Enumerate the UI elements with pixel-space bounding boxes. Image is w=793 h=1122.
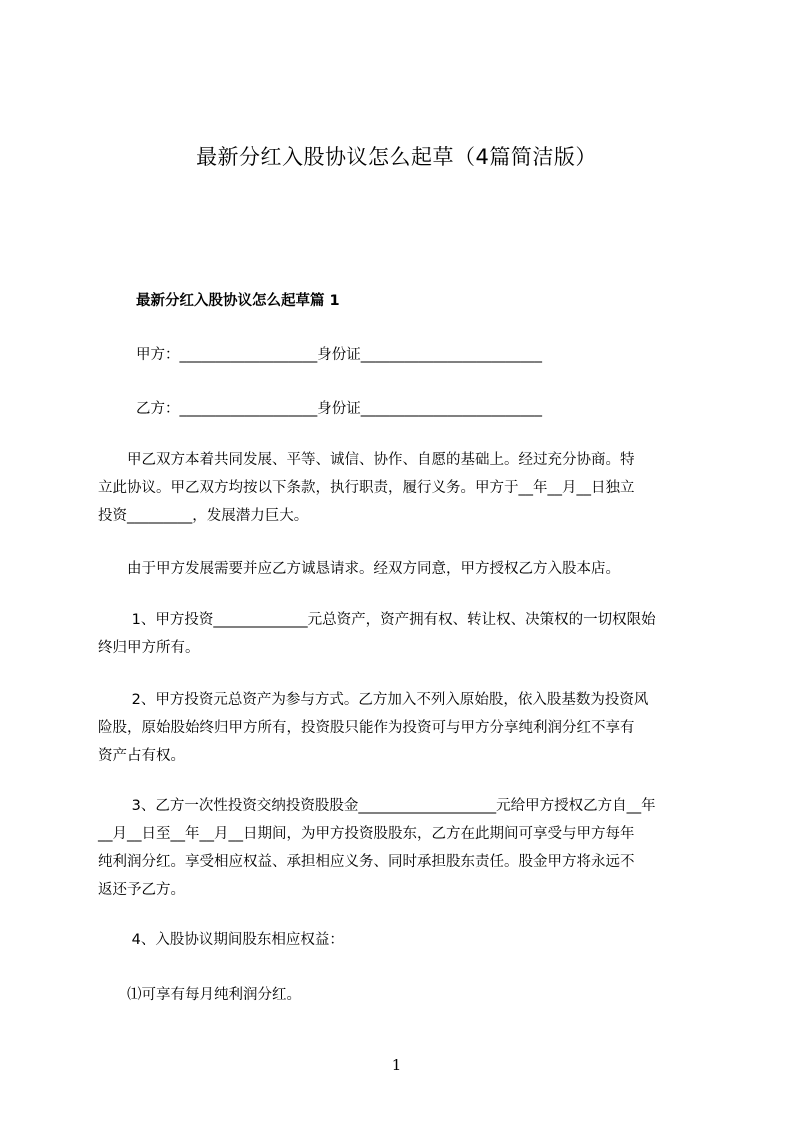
paragraph-line: 立此协议。甲乙双方均按以下条款，执行职责，履行义务。甲方于__年__月__日独立 xyxy=(98,480,635,496)
paragraph-line: 纯利润分红。享受相应权益、承担相应义务、同时承担股东责任。股金甲方将永远不 xyxy=(98,854,635,870)
paragraph-line: __月__日至__年__月__日期间，为甲方投资股股东，乙方在此期间可享受与甲方每年 xyxy=(98,826,635,842)
clause-4-item-1 xyxy=(98,981,718,1009)
clause-2 xyxy=(98,686,718,770)
paragraph-line: 3、乙方一次性投资交纳投资股股金___________________元给甲方授权乙方自__年 xyxy=(98,798,656,814)
paragraph-line: 由于甲方发展需要并应乙方诚恳请求。经双方同意，甲方授权乙方入股本店。 xyxy=(98,561,620,577)
paragraph-line: 投资_________，发展潜力巨大。 xyxy=(98,508,309,524)
paragraph-line: 返还予乙方。 xyxy=(98,882,185,898)
clause-4 xyxy=(98,926,718,954)
paragraph-preamble xyxy=(98,446,718,530)
paragraph-line: 甲乙双方本着共同发展、平等、诚信、协作、自愿的基础上。经过充分协商。特 xyxy=(98,452,635,468)
party-b-line: 乙方：___________________身份证_________________________ xyxy=(136,401,542,417)
paragraph-line: 4、入股协议期间股东相应权益： xyxy=(98,932,344,948)
paragraph-line: ⑴可享有每月纯利润分红。 xyxy=(98,987,301,1003)
party-a-line: 甲方：___________________身份证_________________________ xyxy=(136,347,542,363)
document-title: 最新分红入股协议怎么起草（4篇简洁版） xyxy=(196,145,597,169)
paragraph-line: 1、甲方投资_____________元总资产，资产拥有权、转让权、决策权的一切权限始 xyxy=(98,612,656,628)
page-number: 1 xyxy=(391,1056,402,1074)
section-heading: 最新分红入股协议怎么起草篇 1 xyxy=(136,293,340,309)
paragraph-line: 资产占有权。 xyxy=(98,748,185,764)
paragraph-line: 2、甲方投资元总资产为参与方式。乙方加入不列入原始股，依入股基数为投资风 xyxy=(98,692,649,708)
clause-1 xyxy=(98,606,718,662)
paragraph-line: 终归甲方所有。 xyxy=(98,640,200,656)
paragraph-authorization xyxy=(98,555,718,583)
paragraph-line: 险股，原始股始终归甲方所有，投资股只能作为投资可与甲方分享纯利润分红不享有 xyxy=(98,720,635,736)
clause-3 xyxy=(98,792,718,904)
